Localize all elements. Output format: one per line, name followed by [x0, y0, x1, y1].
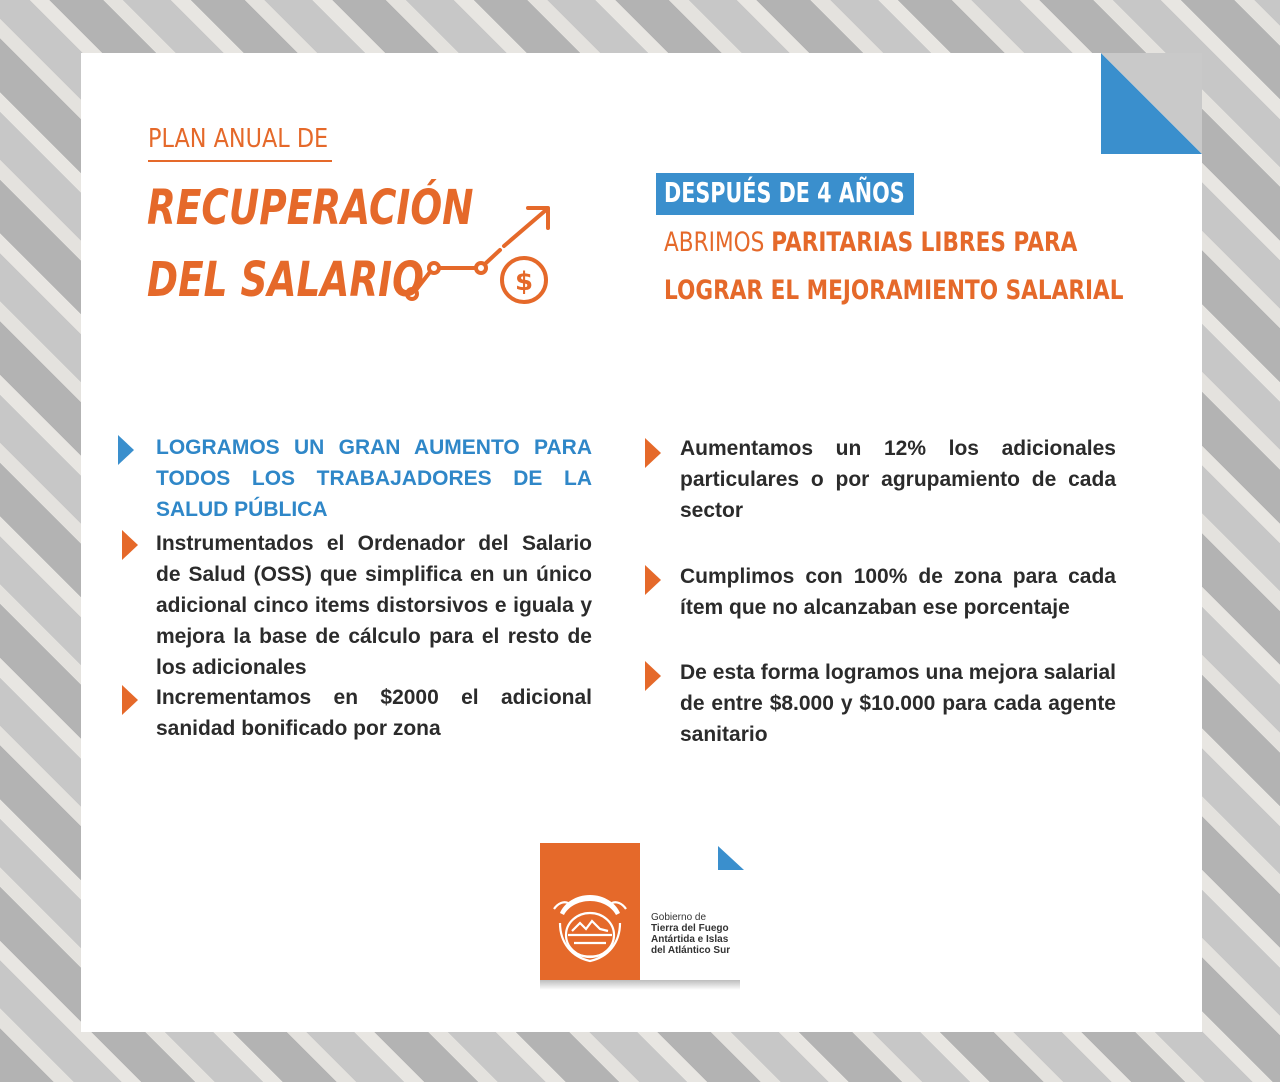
logo-corner-decoration	[718, 846, 744, 870]
government-logo	[540, 843, 640, 980]
plan-label: PLAN ANUAL DE	[148, 124, 329, 154]
title-line-2: DEL SALARIO	[147, 252, 424, 308]
headline-line-2-bold: LOGRAR EL MEJORAMIENTO SALARIAL	[664, 275, 1124, 306]
headline-line-1-prefix: ABRIMOS	[664, 227, 772, 258]
list-item: Instrumentados el Ordenador del Salario de Salud (OSS) que simplifica en un único adicional cinco items distorsivos e iguala y mejora la base de cálculo para el resto de los adicionales	[156, 532, 592, 679]
bullet-arrow-icon	[120, 685, 138, 715]
coat-of-arms-icon	[540, 843, 640, 980]
bullet-arrow-icon	[643, 565, 661, 595]
bullet-arrow-icon	[116, 435, 134, 465]
bullet-arrow-icon	[120, 530, 138, 560]
headline-line-1-bold: PARITARIAS LIBRES PARA	[771, 227, 1078, 258]
headline-line-1	[664, 227, 1077, 258]
list-item: Incrementamos en $2000 el adicional sanidad bonificado por zona	[156, 686, 592, 740]
bullet-arrow-icon	[643, 438, 661, 468]
highlight-badge-text: DESPUÉS DE 4 AÑOS	[664, 176, 905, 209]
title-line-1: RECUPERACIÓN	[147, 180, 474, 236]
list-item: LOGRAMOS UN GRAN AUMENTO PARA TODOS LOS TRABAJADORES DE LA SALUD PÚBLICA	[156, 436, 592, 521]
logo-text-line-3: Antártida e Islas	[651, 934, 729, 945]
list-item: Aumentamos un 12% los adicionales particulares o por agrupamiento de cada sector	[680, 437, 1116, 522]
logo-text-line-2: Tierra del Fuego	[651, 923, 729, 934]
logo-shadow	[540, 980, 740, 990]
plan-label-underline	[148, 160, 332, 162]
corner-fold-decoration	[1101, 53, 1202, 154]
headline-line-2	[664, 275, 1124, 306]
bullet-arrow-icon	[643, 661, 661, 691]
list-item: De esta forma logramos una mejora salarial de entre $8.000 y $10.000 para cada agente sanitario	[680, 661, 1116, 746]
svg-text:$: $	[514, 267, 534, 297]
list-item: Cumplimos con 100% de zona para cada ítem que no alcanzaban ese porcentaje	[680, 565, 1116, 619]
salary-growth-icon	[400, 200, 560, 310]
logo-text-line-4: del Atlántico Sur	[651, 945, 731, 956]
government-logo-text	[651, 912, 730, 956]
logo-text-line-1: Gobierno de	[651, 912, 707, 923]
